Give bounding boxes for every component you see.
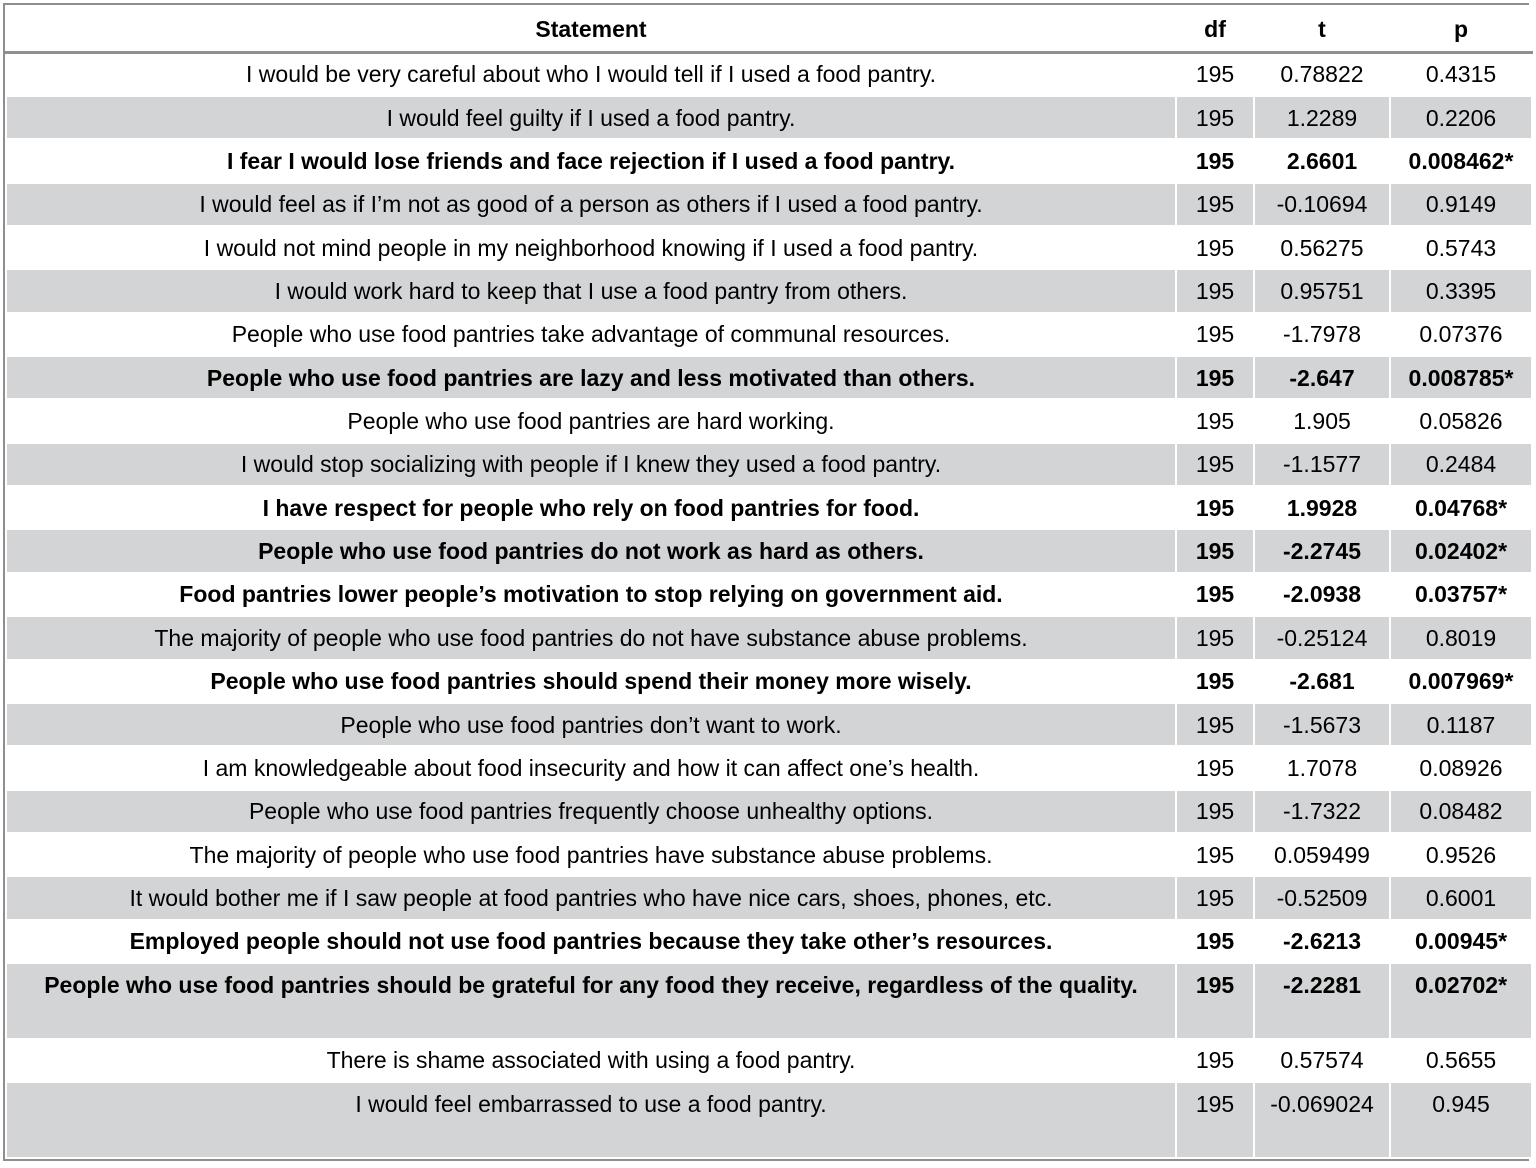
table-row (6, 746, 1532, 789)
cell-df: 195 (1176, 876, 1254, 919)
cell-df: 195 (1176, 269, 1254, 312)
cell-statement: People who use food pantries are lazy and less motivated than others. (6, 356, 1176, 399)
cell-t: 0.059499 (1254, 833, 1390, 876)
cell-t: 0.56275 (1254, 226, 1390, 269)
cell-t: -2.2281 (1254, 963, 1390, 1039)
cell-t: 1.9928 (1254, 486, 1390, 529)
table-row (6, 920, 1532, 963)
header-row (6, 6, 1532, 53)
cell-t: 1.7078 (1254, 746, 1390, 789)
table-row (6, 313, 1532, 356)
cell-p: 0.6001 (1390, 876, 1532, 919)
table-row (6, 876, 1532, 919)
cell-p: 0.5743 (1390, 226, 1532, 269)
cell-p: 0.5655 (1390, 1039, 1532, 1082)
cell-t: 0.78822 (1254, 53, 1390, 96)
cell-p: 0.2484 (1390, 443, 1532, 486)
cell-df: 195 (1176, 443, 1254, 486)
cell-df: 195 (1176, 746, 1254, 789)
header-t: t (1254, 6, 1390, 53)
cell-statement: People who use food pantries frequently choose unhealthy options. (6, 790, 1176, 833)
table-row (6, 226, 1532, 269)
header-p: p (1390, 6, 1532, 53)
cell-p: 0.9149 (1390, 183, 1532, 226)
results-table (5, 5, 1533, 1159)
cell-df: 195 (1176, 313, 1254, 356)
table-row (6, 486, 1532, 529)
cell-t: -2.2745 (1254, 529, 1390, 572)
cell-p: 0.008462* (1390, 139, 1532, 182)
cell-df: 195 (1176, 920, 1254, 963)
cell-t: -1.7978 (1254, 313, 1390, 356)
table-row (6, 96, 1532, 139)
cell-p: 0.8019 (1390, 616, 1532, 659)
cell-statement: I would stop socializing with people if I knew they used a food pantry. (6, 443, 1176, 486)
cell-statement: Food pantries lower people’s motivation to stop relying on government aid. (6, 573, 1176, 616)
cell-df: 195 (1176, 226, 1254, 269)
cell-t: 1.2289 (1254, 96, 1390, 139)
table-row (6, 356, 1532, 399)
cell-p: 0.02702* (1390, 963, 1532, 1039)
cell-t: 1.905 (1254, 399, 1390, 442)
cell-statement: I have respect for people who rely on food pantries for food. (6, 486, 1176, 529)
cell-p: 0.03757* (1390, 573, 1532, 616)
cell-statement: I fear I would lose friends and face rejection if I used a food pantry. (6, 139, 1176, 182)
cell-df: 195 (1176, 1039, 1254, 1082)
cell-df: 195 (1176, 183, 1254, 226)
cell-p: 0.07376 (1390, 313, 1532, 356)
table-row (6, 53, 1532, 96)
cell-df: 195 (1176, 616, 1254, 659)
cell-df: 195 (1176, 529, 1254, 572)
cell-p: 0.945 (1390, 1082, 1532, 1158)
cell-p: 0.2206 (1390, 96, 1532, 139)
cell-df: 195 (1176, 963, 1254, 1039)
cell-df: 195 (1176, 660, 1254, 703)
table-row (6, 183, 1532, 226)
cell-p: 0.007969* (1390, 660, 1532, 703)
results-table-container (3, 3, 1529, 1161)
cell-t: -2.6213 (1254, 920, 1390, 963)
cell-p: 0.3395 (1390, 269, 1532, 312)
cell-statement: People who use food pantries take advantage of communal resources. (6, 313, 1176, 356)
table-row (6, 443, 1532, 486)
cell-statement: People who use food pantries should spend their money more wisely. (6, 660, 1176, 703)
cell-p: 0.1187 (1390, 703, 1532, 746)
cell-p: 0.05826 (1390, 399, 1532, 442)
cell-df: 195 (1176, 833, 1254, 876)
cell-statement: I would feel guilty if I used a food pantry. (6, 96, 1176, 139)
cell-statement: Employed people should not use food pantries because they take other’s resources. (6, 920, 1176, 963)
cell-df: 195 (1176, 356, 1254, 399)
cell-p: 0.02402* (1390, 529, 1532, 572)
cell-statement: I would not mind people in my neighborhood knowing if I used a food pantry. (6, 226, 1176, 269)
cell-statement: There is shame associated with using a food pantry. (6, 1039, 1176, 1082)
cell-statement: I would be very careful about who I would tell if I used a food pantry. (6, 53, 1176, 96)
cell-t: -0.069024 (1254, 1082, 1390, 1158)
cell-t: -0.52509 (1254, 876, 1390, 919)
cell-p: 0.04768* (1390, 486, 1532, 529)
cell-statement: People who use food pantries don’t want to work. (6, 703, 1176, 746)
cell-statement: The majority of people who use food pantries have substance abuse problems. (6, 833, 1176, 876)
table-row (6, 573, 1532, 616)
cell-df: 195 (1176, 139, 1254, 182)
cell-df: 195 (1176, 486, 1254, 529)
table-row (6, 833, 1532, 876)
cell-statement: I would work hard to keep that I use a food pantry from others. (6, 269, 1176, 312)
cell-t: 0.57574 (1254, 1039, 1390, 1082)
header-statement: Statement (6, 6, 1176, 53)
cell-t: 0.95751 (1254, 269, 1390, 312)
cell-p: 0.9526 (1390, 833, 1532, 876)
cell-p: 0.008785* (1390, 356, 1532, 399)
cell-statement: The majority of people who use food pantries do not have substance abuse problems. (6, 616, 1176, 659)
cell-statement: People who use food pantries should be grateful for any food they receive, regardless of the quality. (6, 963, 1176, 1039)
cell-df: 195 (1176, 703, 1254, 746)
cell-p: 0.08482 (1390, 790, 1532, 833)
cell-df: 195 (1176, 399, 1254, 442)
cell-p: 0.00945* (1390, 920, 1532, 963)
table-row (6, 269, 1532, 312)
cell-t: -1.1577 (1254, 443, 1390, 486)
table-row (6, 790, 1532, 833)
cell-t: 2.6601 (1254, 139, 1390, 182)
cell-t: -0.10694 (1254, 183, 1390, 226)
table-row (6, 703, 1532, 746)
table-row (6, 139, 1532, 182)
table-row (6, 529, 1532, 572)
cell-t: -1.5673 (1254, 703, 1390, 746)
cell-df: 195 (1176, 573, 1254, 616)
cell-df: 195 (1176, 1082, 1254, 1158)
table-row (6, 399, 1532, 442)
cell-t: -1.7322 (1254, 790, 1390, 833)
table-row (6, 1082, 1532, 1158)
table-row (6, 660, 1532, 703)
header-df: df (1176, 6, 1254, 53)
cell-df: 195 (1176, 53, 1254, 96)
cell-df: 195 (1176, 96, 1254, 139)
cell-statement: I would feel as if I’m not as good of a person as others if I used a food pantry. (6, 183, 1176, 226)
cell-t: -2.681 (1254, 660, 1390, 703)
cell-t: -2.0938 (1254, 573, 1390, 616)
table-row (6, 963, 1532, 1039)
table-row (6, 1039, 1532, 1082)
cell-statement: People who use food pantries are hard working. (6, 399, 1176, 442)
cell-statement: It would bother me if I saw people at food pantries who have nice cars, shoes, phones, etc. (6, 876, 1176, 919)
cell-statement: I would feel embarrassed to use a food pantry. (6, 1082, 1176, 1158)
cell-df: 195 (1176, 790, 1254, 833)
cell-t: -0.25124 (1254, 616, 1390, 659)
table-row (6, 616, 1532, 659)
cell-statement: People who use food pantries do not work as hard as others. (6, 529, 1176, 572)
cell-p: 0.08926 (1390, 746, 1532, 789)
cell-p: 0.4315 (1390, 53, 1532, 96)
cell-t: -2.647 (1254, 356, 1390, 399)
cell-statement: I am knowledgeable about food insecurity and how it can affect one’s health. (6, 746, 1176, 789)
